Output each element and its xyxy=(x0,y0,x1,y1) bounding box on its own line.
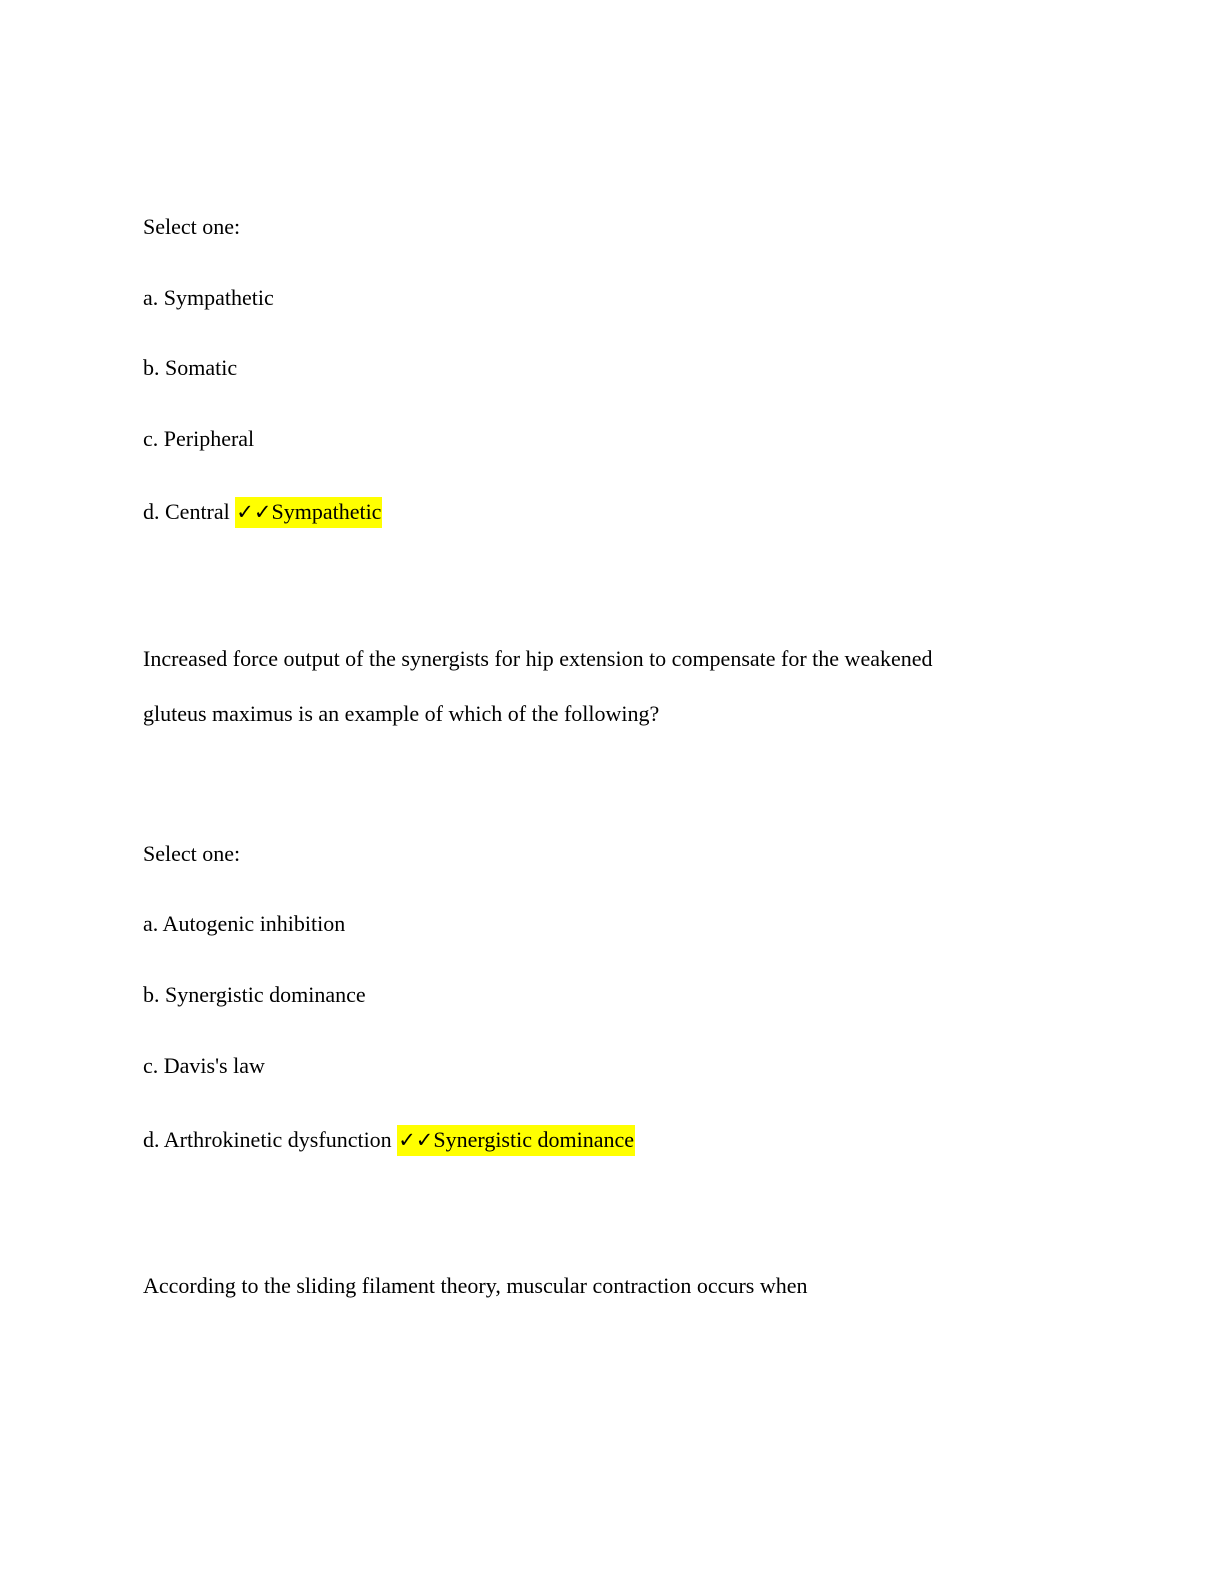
question-text-line-2: gluteus maximus is an example of which of the following? xyxy=(143,701,660,726)
answer-text: Sympathetic xyxy=(271,499,382,524)
question-text-line-1: Increased force output of the synergists for hip extension to compensate for the weakened xyxy=(143,646,933,671)
select-one-label: Select one: xyxy=(143,841,241,866)
answer-highlight xyxy=(235,497,382,528)
question-text-line-1: According to the sliding filament theory, muscular contraction occurs when xyxy=(143,1273,808,1298)
double-check-icon: ✓✓ xyxy=(236,500,272,524)
option-b: b. Somatic xyxy=(143,355,238,380)
option-d-row xyxy=(143,496,382,528)
option-d: d. Central xyxy=(143,499,230,524)
option-a: a. Sympathetic xyxy=(143,285,274,310)
double-check-icon: ✓✓ xyxy=(398,1128,434,1152)
option-b: b. Synergistic dominance xyxy=(143,982,366,1007)
answer-text: Synergistic dominance xyxy=(433,1127,635,1152)
option-d: d. Arthrokinetic dysfunction xyxy=(143,1127,392,1152)
option-d-row xyxy=(143,1124,635,1156)
option-c: c. Davis's law xyxy=(143,1053,265,1078)
answer-highlight xyxy=(397,1125,635,1156)
option-a: a. Autogenic inhibition xyxy=(143,911,346,936)
option-c: c. Peripheral xyxy=(143,426,255,451)
select-one-label: Select one: xyxy=(143,214,241,239)
